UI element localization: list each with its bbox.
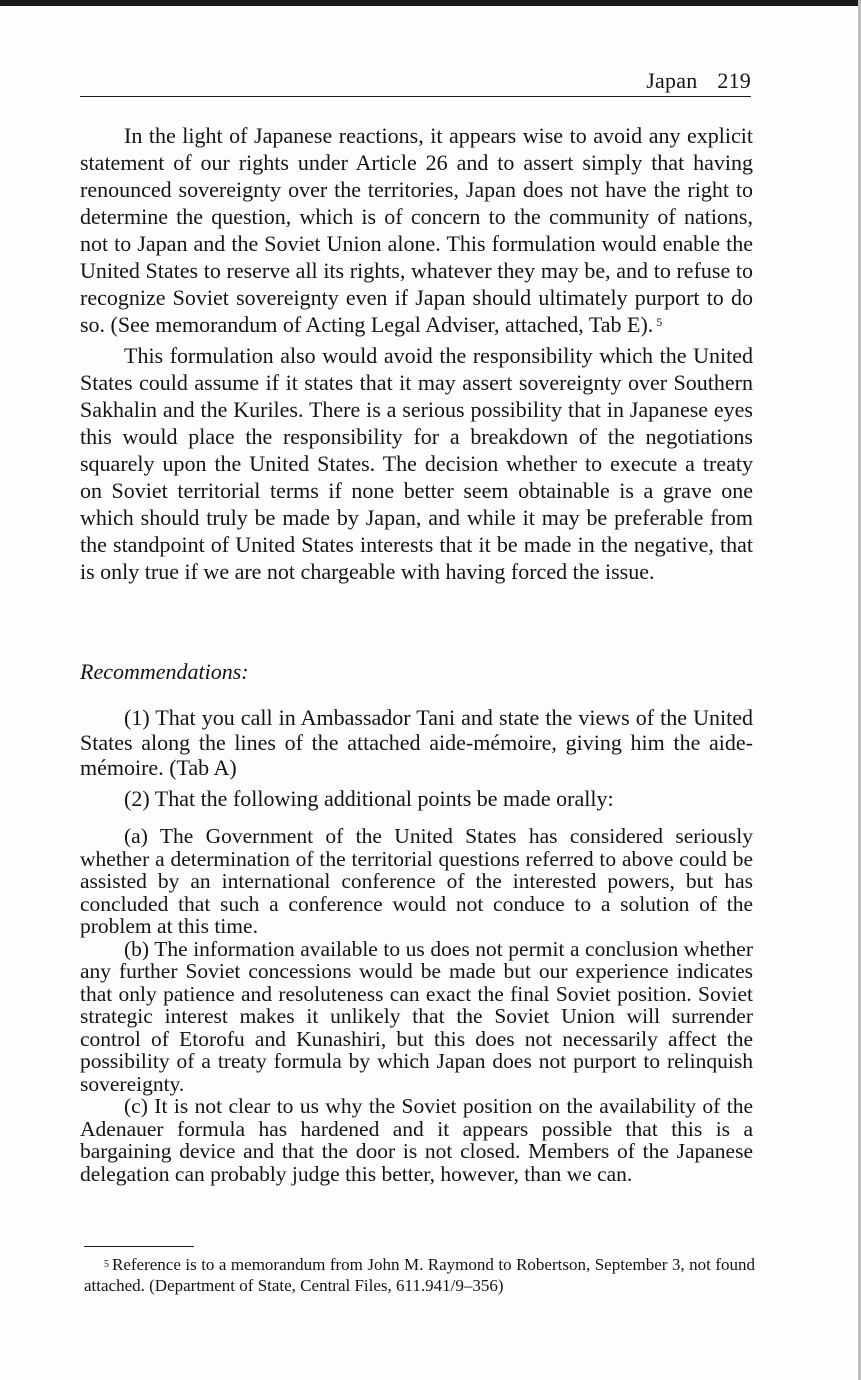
recommendation-1: (1) That you call in Ambassador Tani and state the views of the United States along the lines of the attached aide-mémoire, giving him the aide-mémoire. (Tab A) xyxy=(80,705,753,780)
footnote-reference: 5 xyxy=(656,315,663,329)
paragraph-1-text: In the light of Japanese reactions, it appears wise to avoid any explicit statement of our rights under Article 26 and to assert simply that having renounced sovereignty over the territories, Japan does not have the right to determine the question, which is of concern to the community of nations, not to Japan and the Soviet Union alone. This formulation would enable the United States to reserve all its rights, whatever they may be, and to refuse to recognize Soviet sovereignty even if Japan should ultimately purport to do so. (See memorandum of Acting Legal Adviser, attached, Tab E). xyxy=(80,123,753,337)
recommendations-heading: Recommendations: xyxy=(80,659,249,684)
recommendations-list xyxy=(80,705,753,1185)
footnote xyxy=(84,1254,755,1296)
page-number: 219 xyxy=(717,68,751,93)
running-head-text xyxy=(646,68,751,94)
footnote-number: 5 xyxy=(104,1259,109,1270)
paragraph-2: This formulation also would avoid the responsibility which the United States could assume if it states that it may assert sovereignty over Southern Sakhalin and the Kuriles. There is a serious possibility that in Japanese eyes this would place the responsibility for a breakdown of the negotiations squarely upon the United States. The decision whether to execute a treaty on Soviet territorial terms if none better seem obtainable is a grave one which should truly be made by Japan, and while it may be preferable from the standpoint of United States interests that it be made in the negative, that is only true if we are not chargeable with having forced the issue. xyxy=(80,343,753,584)
running-head xyxy=(80,66,751,97)
point-b: (b) The information available to us does not permit a conclusion whether any further Soviet concessions would be made but our experience indicates that only patience and resoluteness can exact the final Soviet position. Soviet strategic interest makes it unlikely that the Soviet Union will surrender control of Etorofu and Kunashiri, but this does not necessarily affect the possibility of a treaty formula by which Japan does not purport to relinquish sovereignty. xyxy=(80,936,753,1096)
point-c: (c) It is not clear to us why the Soviet position on the availability of the Adenauer formula has hardened and it appears possible that this is a bargaining device and that the door is not closed. Members of the Japanese delegation can probably judge this better, however, than we can. xyxy=(80,1094,753,1186)
running-head-title: Japan xyxy=(646,68,698,93)
point-a: (a) The Government of the United States has considered seriously whether a determination of the territorial questions referred to above could be assisted by an international conference of the interested powers, but has concluded that such a conference would not conduce to a solution of the problem at this time. xyxy=(80,824,753,938)
footnote-rule xyxy=(84,1246,194,1247)
body-text xyxy=(80,122,753,585)
recommendation-2: (2) That the following additional points be made orally: xyxy=(124,786,614,811)
footnote-text: Reference is to a memorandum from John M. Raymond to Robertson, September 3, not found attached. (Department of State, Central Files, 611.941/9–356) xyxy=(84,1255,755,1295)
page-top-edge xyxy=(0,0,861,6)
paragraph-1 xyxy=(80,122,753,338)
